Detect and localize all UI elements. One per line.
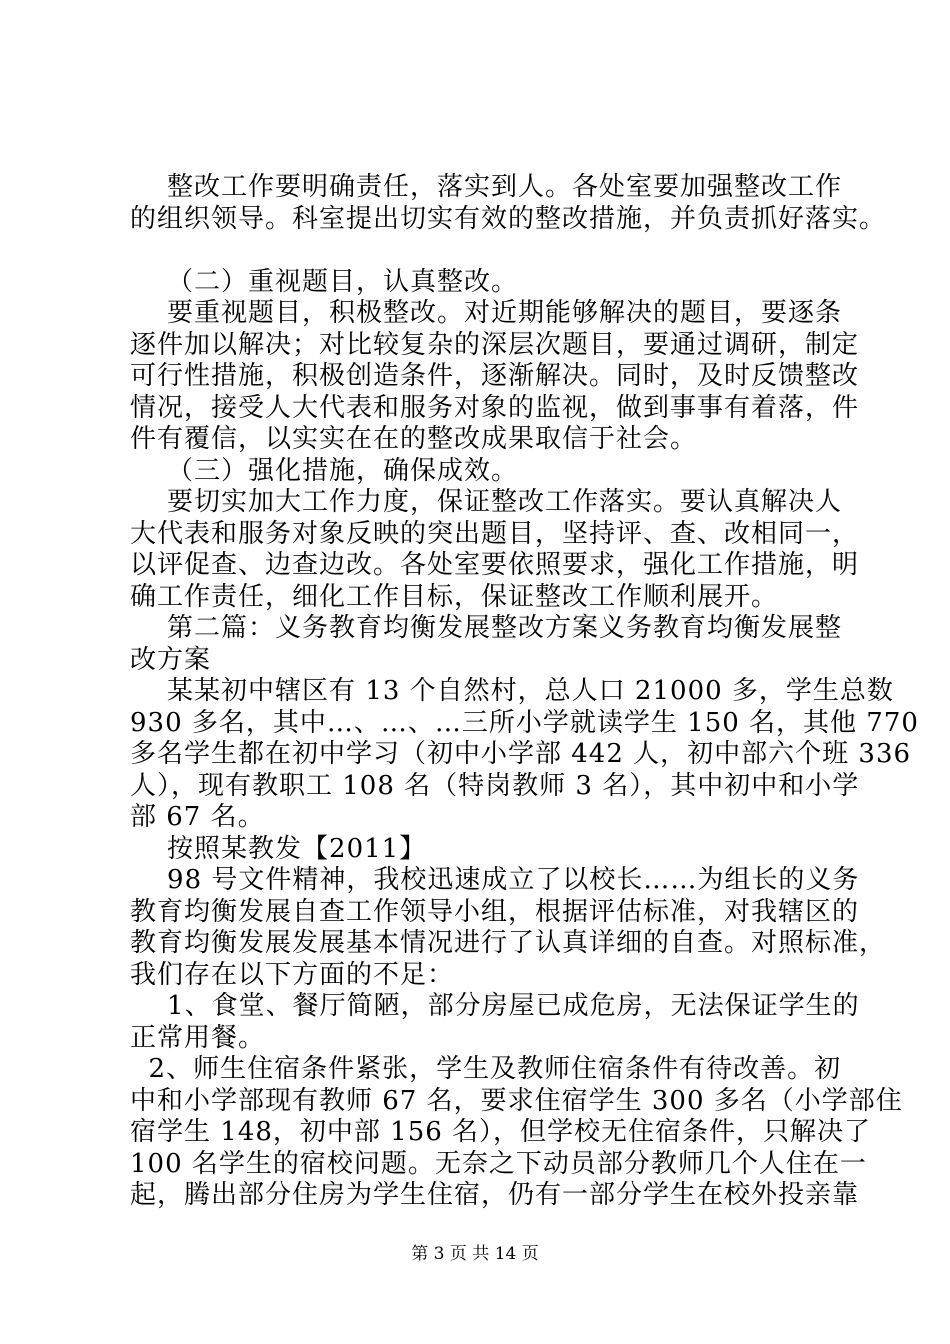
text-line: 情况，接受人大代表和服务对象的监视，做到事事有着落，件 <box>130 392 860 423</box>
text-line: 教育均衡发展自查工作领导小组，根据评估标准，对我辖区的 <box>130 896 860 927</box>
text-line: 起，腾出部分住房为学生住宿，仍有一部分学生在校外投亲靠 <box>130 1180 860 1210</box>
text-line: 100 名学生的宿校问题。无奈之下动员部分教师几个人住在一 <box>130 1148 867 1179</box>
text-line: 逐件加以解决；对比较复杂的深层次题目，要通过调研，制定 <box>130 329 860 360</box>
text-line: 改方案 <box>130 644 212 675</box>
text-line: 要重视题目，积极整改。对近期能够解决的题目，要逐条 <box>130 298 843 328</box>
text-line: 人），现有教职工 108 名（特岗教师 3 名），其中初中和小学 <box>130 770 860 801</box>
document-body <box>130 172 919 1212</box>
text-line: 以评促查、边查边改。各处室要依照要求，强化工作措施，明 <box>130 550 860 580</box>
text-line: 某某初中辖区有 13 个自然村，总人口 21000 多，学生总数 <box>130 676 894 706</box>
page-footer: 第 3 页 共 14 页 <box>411 1244 539 1264</box>
text-line: 正常用餐。 <box>130 1022 266 1053</box>
text-line: 件有覆信，以实实在在的整改成果取信于社会。 <box>130 424 698 454</box>
text-line: 整改工作要明确责任，落实到人。各处室要加强整改工作 <box>130 172 843 202</box>
text-line: 按照某教发【2011】 <box>130 833 427 864</box>
text-line: 98 号文件精神，我校迅速成立了以校长……为组长的义务 <box>130 865 860 895</box>
text-line: 宿学生 148，初中部 156 名），但学校无住宿条件，只解决了 <box>130 1117 872 1147</box>
text-line: 确工作责任，细化工作目标，保证整改工作顺利展开。 <box>130 581 779 612</box>
text-line: 多名学生都在初中学习（初中小学部 442 人，初中部六个班 336 <box>130 739 912 769</box>
text-line: 930 多名，其中…、…、…三所小学就读学生 150 名，其他 770 <box>130 707 919 738</box>
text-line: 教育均衡发展发展基本情况进行了认真详细的自查。对照标准， <box>130 928 887 958</box>
text-line: 部 67 名。 <box>130 802 265 832</box>
text-line: （二）重视题目，认真整改。 <box>130 266 519 297</box>
text-line: 的组织领导。科室提出切实有效的整改措施，并负责抓好落实。 <box>130 203 887 234</box>
text-line: 第二篇：义务教育均衡发展整改方案义务教育均衡发展整 <box>130 613 843 643</box>
text-line: 2、师生住宿条件紧张，学生及教师住宿条件有待改善。初 <box>130 1054 842 1084</box>
text-line: 要切实加大工作力度，保证整改工作落实。要认真解决人 <box>130 487 843 517</box>
text-line <box>130 235 850 267</box>
text-line: 可行性措施，积极创造条件，逐渐解决。同时，及时反馈整改 <box>130 361 860 391</box>
text-line: 大代表和服务对象反映的突出题目，坚持评、查、改相同一， <box>130 518 860 549</box>
text-line: 1、食堂、餐厅简陋，部分房屋已成危房，无法保证学生的 <box>130 991 860 1021</box>
text-line: 中和小学部现有教师 67 名，要求住宿学生 300 多名（小学部住 <box>130 1085 903 1116</box>
text-line: 我们存在以下方面的不足： <box>130 959 455 990</box>
text-line: （三）强化措施，确保成效。 <box>130 455 519 486</box>
